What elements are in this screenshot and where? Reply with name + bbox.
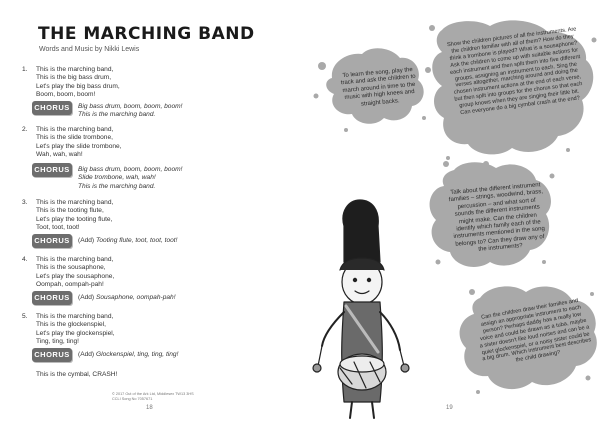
verse-line: This is the marching band, <box>36 66 114 73</box>
verse-line: Wah, wah, wah! <box>36 150 83 158</box>
verse-line: This is the glockenspiel, <box>36 321 107 329</box>
chorus-line: Slide trombone, wah, wah! <box>78 174 156 182</box>
page-title: THE MARCHING BAND <box>38 24 255 44</box>
chorus-line: Big bass drum, boom, boom, boom! <box>78 166 183 173</box>
verse-line: Ting, ting, ting! <box>36 337 80 345</box>
song-ending: This is the cymbal, CRASH! <box>36 371 118 378</box>
add-label: (Add) <box>78 351 95 358</box>
verse-line: This is the big bass drum, <box>36 74 112 82</box>
chorus-line: This is the marching band. <box>78 182 156 190</box>
verse-number: 4. <box>22 256 28 263</box>
right-page <box>300 0 600 424</box>
verse-number: 2. <box>22 126 28 133</box>
verse-line: Oompah, oompah-pah! <box>36 280 104 288</box>
chorus-line: Glockenspiel, ting, ting, ting! <box>95 351 179 358</box>
chorus-line: Big bass drum, boom, boom, boom! <box>78 103 183 110</box>
verse-line: This is the marching band, <box>36 313 114 320</box>
copyright-line: © 2017 Out of the Ark Ltd, Middlesex TW13 3HS <box>112 392 194 396</box>
song-credits: Words and Music by Nikki Lewis <box>39 46 140 53</box>
verse-line: Let's play the big bass drum, <box>36 82 120 90</box>
verse-number: 5. <box>22 313 28 320</box>
verse-line: This is the marching band, <box>36 256 114 263</box>
copyright-line: CCLI Song No 7057671 <box>112 397 153 401</box>
verse-line: Toot, toot, toot! <box>36 223 80 231</box>
bubble-text-3: Talk about the different instrument families – strings, woodwind, brass, percussion – and what sort of sounds the different instruments might make. Can the children identify which family each of the instruments mentioned in the song belongs to? Can they draw any of the instruments? <box>448 182 546 254</box>
page-number-right: 19 <box>446 405 453 411</box>
add-label: (Add) <box>78 294 95 301</box>
chorus-line: Tooting flute, toot, toot, toot! <box>95 237 178 244</box>
bubble-text-1: To learn the song, play the track and ask the children to march around in time to the music with high knees and straight backs. <box>340 67 416 108</box>
verse-line: Let's play the glockenspiel, <box>36 329 115 337</box>
verse-line: This is the marching band, <box>36 199 114 206</box>
add-label: (Add) <box>78 237 95 244</box>
verse-line: This is the tooting flute, <box>36 207 104 215</box>
copyright-notice <box>112 392 194 402</box>
chorus-line: This is the marching band. <box>78 111 156 119</box>
chorus-badge: CHORUS <box>32 348 72 362</box>
chorus-badge: CHORUS <box>32 101 72 115</box>
verse-number: 3. <box>22 199 28 206</box>
bubble-text-4: Can the children draw their families and assign an appropriate instrument to each person? Perhaps daddy has a really low voice and could be drawn as a tuba, maybe a sister doesn't like loud noises and can be a quiet glockenspiel, or a noisy sister could be a big drum. Which instrument best describes the child drawing? <box>479 297 592 364</box>
chorus-badge: CHORUS <box>32 291 72 305</box>
verse-line: Let's play the slide trombone, <box>36 142 122 150</box>
verse-line: Let's play the tooting flute, <box>36 215 113 223</box>
verse-line: Boom, boom, boom! <box>36 90 96 98</box>
verse-line: This is the sousaphone, <box>36 264 106 272</box>
page-number-left: 18 <box>146 405 153 411</box>
chorus-badge: CHORUS <box>32 234 72 248</box>
verse-line: This is the slide trombone, <box>36 134 113 142</box>
chorus-line: Sousaphone, oompah-pah! <box>95 294 176 301</box>
drummer-drawing <box>300 0 600 424</box>
bubble-text-2: Show the children pictures of all the instruments. Are the children familiar with all of them? How do they think a trombone is played? What is a sousaphone? Ask the children to come up with suitable actions for each instrument and then split them into five different groups, assigning an instrument to each. Sing the verses altogether, marching around and doing the chosen instrument actions at the end of each verse, but then split into groups for the chorus so that each group knows when they are singing their little bit. Can everyone do a big cymbal crash at the end? <box>446 26 583 117</box>
verse-line: This is the marching band, <box>36 126 114 133</box>
verse-number: 1. <box>22 66 28 73</box>
chorus-badge: CHORUS <box>32 163 72 177</box>
verse-line: Let's play the sousaphone, <box>36 272 115 280</box>
